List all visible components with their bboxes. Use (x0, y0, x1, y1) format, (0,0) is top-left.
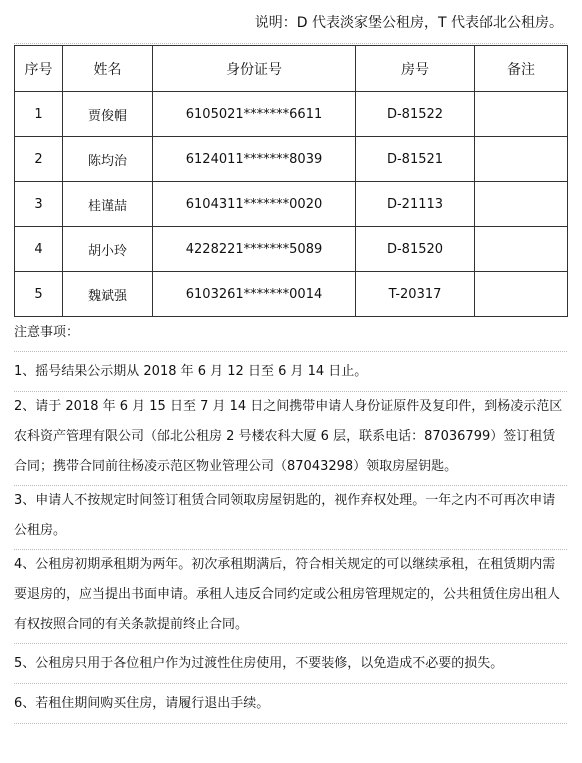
cell-room: D-21113 (356, 182, 475, 227)
note-item-3: 3、申请人不按规定时间签订租赁合同领取房屋钥匙的，视作弃权处理。一年之内不可再次申请公租房。 (14, 486, 567, 550)
cell-room: D-81522 (356, 92, 475, 137)
table-row (15, 272, 568, 317)
table-row (15, 227, 568, 272)
cell-remark (475, 92, 568, 137)
note-item-2: 2、请于 2018 年 6 月 15 日至 7 月 14 日之间携带申请人身份证原件及复印件，到杨凌示范区农科资产管理有限公司（邰北公租房 2 号楼农科大厦 6 层，联系电话：87036799）签订租赁合同；携带合同前往杨凌示范区物业管理公司（87043298）领取房屋钥匙。 (14, 392, 567, 486)
cell-no: 3 (15, 182, 63, 227)
header-room: 房号 (356, 46, 475, 92)
note-item-4: 4、公租房初期承租期为两年。初次承租期满后，符合相关规定的可以继续承租，在租赁期内需要退房的，应当提出书面申请。承租人违反合同约定或公租房管理规定的，公共租赁住房出租人有权按照合同的有关条款提前终止合同。 (14, 550, 567, 644)
cell-no: 2 (15, 137, 63, 182)
cell-id: 6103261*******0014 (153, 272, 356, 317)
note-item-1: 1、摇号结果公示期从 2018 年 6 月 12 日至 6 月 14 日止。 (14, 352, 567, 392)
table-row (15, 182, 568, 227)
cell-remark (475, 227, 568, 272)
cell-remark (475, 137, 568, 182)
cell-room: T-20317 (356, 272, 475, 317)
cell-name: 桂谨喆 (63, 182, 153, 227)
cell-id: 6124011*******8039 (153, 137, 356, 182)
cell-no: 4 (15, 227, 63, 272)
cell-room: D-81520 (356, 227, 475, 272)
header-no: 序号 (15, 46, 63, 92)
cell-no: 5 (15, 272, 63, 317)
cell-name: 贾俊帽 (63, 92, 153, 137)
cell-remark (475, 182, 568, 227)
lottery-result-table (14, 45, 568, 317)
cell-no: 1 (15, 92, 63, 137)
cell-name: 魏斌强 (63, 272, 153, 317)
header-id: 身份证号 (153, 46, 356, 92)
cell-id: 6104311*******0020 (153, 182, 356, 227)
legend-note: 说明：D 代表淡家堡公租房，T 代表邰北公租房。 (14, 0, 567, 44)
notes-section (14, 313, 567, 724)
table-row (15, 92, 568, 137)
header-remark: 备注 (475, 46, 568, 92)
note-item-5: 5、公租房只用于各位租户作为过渡性住房使用，不要装修，以免造成不必要的损失。 (14, 644, 567, 684)
notes-heading: 注意事项： (14, 313, 567, 352)
table-header-row (15, 46, 568, 92)
cell-id: 6105021*******6611 (153, 92, 356, 137)
cell-room: D-81521 (356, 137, 475, 182)
cell-name: 陈均治 (63, 137, 153, 182)
cell-name: 胡小玲 (63, 227, 153, 272)
note-item-6: 6、若租住期间购买住房，请履行退出手续。 (14, 684, 567, 724)
table-row (15, 137, 568, 182)
cell-remark (475, 272, 568, 317)
header-name: 姓名 (63, 46, 153, 92)
cell-id: 4228221*******5089 (153, 227, 356, 272)
